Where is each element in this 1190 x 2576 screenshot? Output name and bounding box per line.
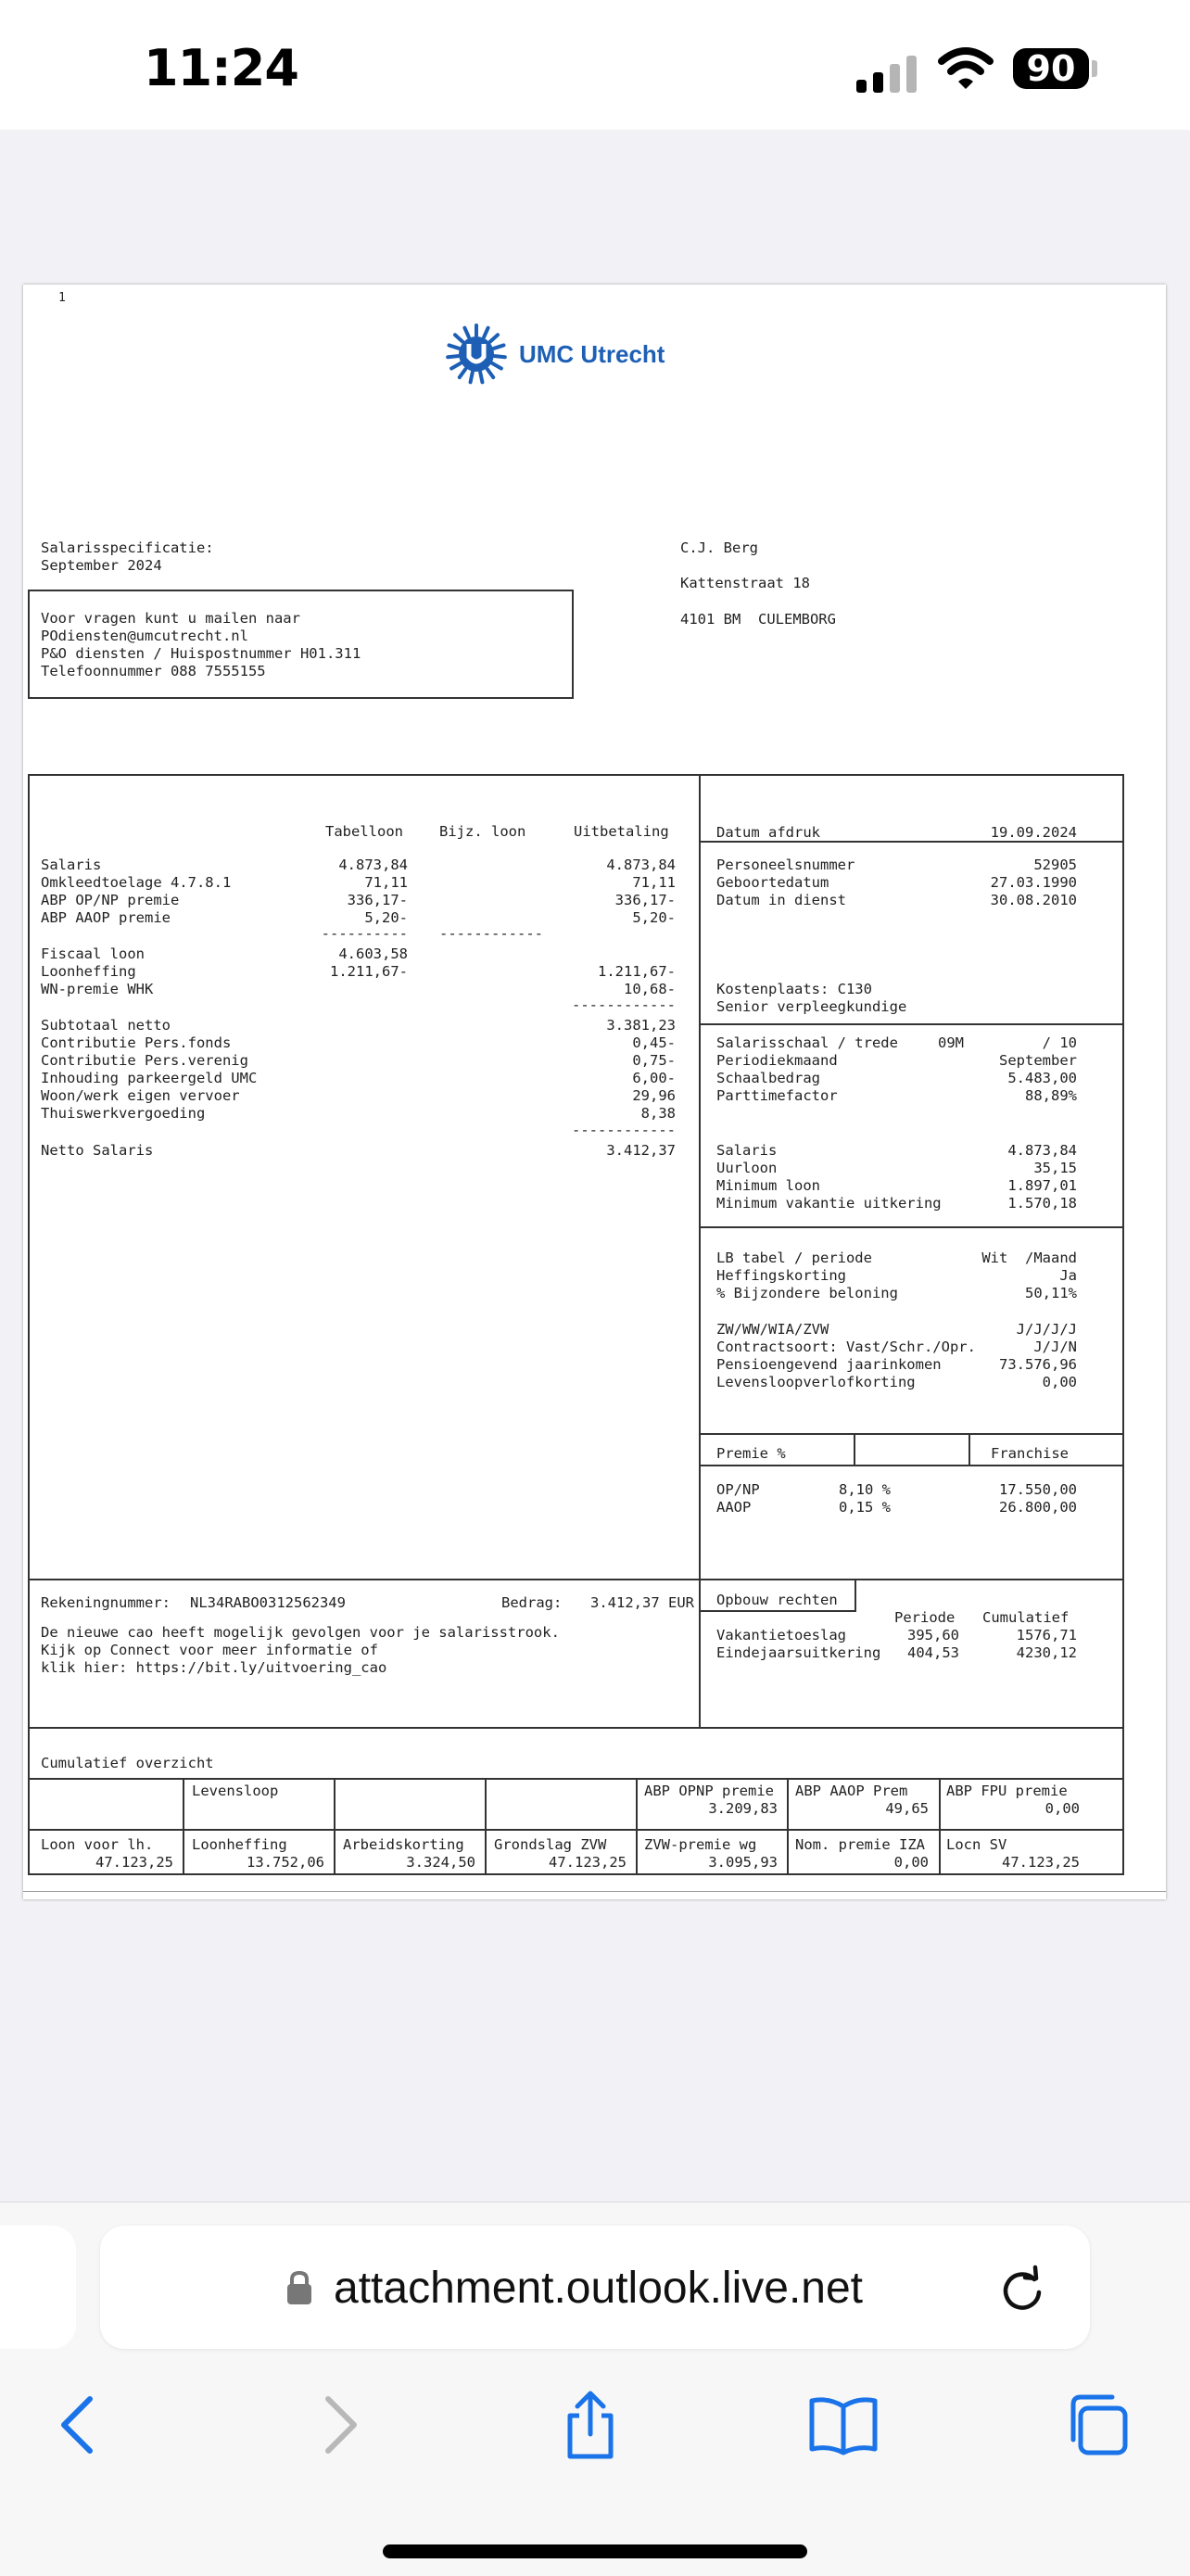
- info-value: 4.873,84: [1007, 1142, 1077, 1159]
- reload-icon[interactable]: [997, 2265, 1047, 2315]
- cum-label: Loonheffing: [192, 1836, 287, 1853]
- info-label: Geboortedatum: [716, 874, 829, 891]
- premie-header: Premie %: [716, 1445, 786, 1462]
- datum-afdruk-value: 19.09.2024: [990, 824, 1077, 841]
- info-value: Ja: [1059, 1267, 1077, 1284]
- divider: [28, 1727, 1124, 1729]
- row-uitbetaling: 8,38: [640, 1105, 676, 1122]
- divider: [699, 1023, 1124, 1025]
- cumulatief-title: Cumulatief overzicht: [41, 1755, 214, 1771]
- cum-label: ABP FPU premie: [946, 1783, 1068, 1799]
- info-label: ZW/WW/WIA/ZVW: [716, 1321, 829, 1338]
- logo-text: UMC Utrecht: [519, 340, 665, 368]
- row-label: Woon/werk eigen vervoer: [41, 1087, 240, 1104]
- cum-value: 0,00: [1044, 1800, 1080, 1817]
- info-label: Salaris: [716, 1142, 778, 1159]
- title-line2: September 2024: [41, 557, 162, 574]
- row-uitbetaling: 6,00-: [632, 1070, 676, 1086]
- address-name: C.J. Berg: [680, 539, 758, 556]
- divider: [939, 1778, 941, 1875]
- row-tabelloon: 336,17-: [347, 892, 408, 908]
- row-label: Loonheffing: [41, 963, 136, 980]
- cum-value: 47.123,25: [549, 1854, 627, 1871]
- separator-dashes: ------------: [439, 925, 543, 942]
- row-tabelloon: 4.603,58: [338, 945, 408, 962]
- divider: [28, 1778, 1124, 1780]
- contact-phone: Telefoonnummer 088 7555155: [41, 663, 266, 679]
- info-label: % Bijzondere beloning: [716, 1285, 898, 1301]
- info-value: 50,11%: [1025, 1285, 1077, 1301]
- divider: [28, 1829, 1124, 1831]
- page-number: 1: [58, 291, 66, 305]
- row-uitbetaling: 71,11: [632, 874, 676, 891]
- opbouw-periode: 404,53: [907, 1644, 959, 1661]
- bedrag-label: Bedrag:: [501, 1594, 563, 1611]
- row-uitbetaling: 10,68-: [624, 981, 676, 997]
- schaal-value: 09M: [938, 1034, 964, 1051]
- cum-value: 0,00: [893, 1854, 929, 1871]
- info-value: 88,89%: [1025, 1087, 1077, 1104]
- url-text[interactable]: attachment.outlook.live.net: [334, 2264, 864, 2313]
- forward-icon[interactable]: [302, 2388, 376, 2462]
- row-label: Subtotaal netto: [41, 1017, 171, 1034]
- row-tabelloon: 71,11: [364, 874, 408, 891]
- separator-dashes: ------------: [572, 1122, 676, 1138]
- contact-line: Voor vragen kunt u mailen naar: [41, 610, 300, 627]
- address-city: 4101 BM CULEMBORG: [680, 611, 836, 628]
- info-label: Minimum vakantie uitkering: [716, 1195, 942, 1212]
- info-label: Schaalbedrag: [716, 1070, 820, 1086]
- cum-label: Loon voor lh.: [41, 1836, 154, 1853]
- premie-franchise: 26.800,00: [999, 1499, 1077, 1516]
- address-street: Kattenstraat 18: [680, 575, 810, 591]
- info-label: Datum in dienst: [716, 892, 846, 908]
- kostenplaats: Kostenplaats: C130: [716, 981, 872, 997]
- divider: [699, 1226, 1124, 1228]
- divider: [334, 1778, 335, 1875]
- opbouw-row-label: Eindejaarsuitkering: [716, 1644, 881, 1661]
- info-value: 1.897,01: [1007, 1177, 1077, 1194]
- contact-email: POdiensten@umcutrecht.nl: [41, 628, 248, 644]
- status-bar: [0, 0, 1190, 130]
- premie-label: AAOP: [716, 1499, 752, 1516]
- header-tabelloon: Tabelloon: [325, 823, 403, 840]
- divider: [485, 1778, 487, 1875]
- address-bar[interactable]: [100, 2226, 1090, 2349]
- cum-label: ABP OPNP premie: [644, 1783, 774, 1799]
- info-label: Personeelsnummer: [716, 857, 855, 873]
- header-uitbetaling: Uitbetaling: [574, 823, 669, 840]
- lb-value: Wit /Maand: [981, 1250, 1077, 1266]
- cao-text: Kijk op Connect voor meer informatie of: [41, 1642, 378, 1658]
- browser-toolbar: [0, 2202, 1190, 2576]
- row-tabelloon: 1.211,67-: [330, 963, 408, 980]
- info-value: J/J/J/J: [1016, 1321, 1077, 1338]
- info-value: 73.576,96: [999, 1356, 1077, 1373]
- info-label: Uurloon: [716, 1160, 778, 1176]
- cum-label: ABP AAOP Prem: [795, 1783, 908, 1799]
- bookmarks-icon[interactable]: [806, 2388, 880, 2462]
- home-indicator[interactable]: [383, 2544, 807, 2558]
- header-bijz-loon: Bijz. loon: [439, 823, 526, 840]
- lock-icon: [285, 2270, 313, 2305]
- status-time: 11:24: [144, 39, 298, 97]
- info-value: J/J/N: [1033, 1339, 1077, 1355]
- lb-label: LB tabel / periode: [716, 1250, 872, 1266]
- row-label: WN-premie WHK: [41, 981, 154, 997]
- info-label: Pensioengevend jaarinkomen: [716, 1356, 942, 1373]
- cum-value: 3.095,93: [708, 1854, 778, 1871]
- datum-afdruk-label: Datum afdruk: [716, 824, 820, 841]
- divider: [28, 1579, 1124, 1580]
- row-uitbetaling: 3.412,37: [606, 1142, 676, 1159]
- cao-link[interactable]: klik hier: https://bit.ly/uitvoering_cao: [41, 1659, 387, 1676]
- info-value: 30.08.2010: [990, 892, 1077, 908]
- cao-text: De nieuwe cao heeft mogelijk gevolgen voor je salarisstrook.: [41, 1624, 560, 1641]
- row-label: Thuiswerkvergoeding: [41, 1105, 206, 1122]
- back-icon[interactable]: [42, 2388, 116, 2462]
- row-label: Omkleedtoelage 4.7.8.1: [41, 874, 232, 891]
- info-value: 1.570,18: [1007, 1195, 1077, 1212]
- info-value: 35,15: [1033, 1160, 1077, 1176]
- functie: Senior verpleegkundige: [716, 998, 907, 1015]
- cum-label: Locn SV: [946, 1836, 1007, 1853]
- share-icon[interactable]: [553, 2388, 627, 2462]
- row-label: Contributie Pers.fonds: [41, 1034, 232, 1051]
- info-label: Contractsoort: Vast/Schr./Opr.: [716, 1339, 976, 1355]
- title-line1: Salarisspecificatie:: [41, 539, 214, 556]
- row-tabelloon: 5,20-: [364, 909, 408, 926]
- row-label: Salaris: [41, 857, 102, 873]
- opbouw-periode: 395,60: [907, 1627, 959, 1643]
- cum-value: 47.123,25: [95, 1854, 173, 1871]
- trede-value: / 10: [1042, 1034, 1077, 1051]
- row-uitbetaling: 336,17-: [614, 892, 676, 908]
- cum-value: 13.752,06: [247, 1854, 324, 1871]
- row-label: Contributie Pers.verenig: [41, 1052, 248, 1069]
- info-value: 27.03.1990: [990, 874, 1077, 891]
- cum-value: 49,65: [885, 1800, 929, 1817]
- rekening-value: NL34RABO0312562349: [190, 1594, 346, 1611]
- cum-label: Nom. premie IZA: [795, 1836, 925, 1853]
- battery-indicator: 90: [1013, 48, 1089, 89]
- divider: [636, 1778, 638, 1875]
- battery-tip: [1092, 60, 1097, 77]
- cum-label: Grondslag ZVW: [494, 1836, 607, 1853]
- row-uitbetaling: 3.381,23: [606, 1017, 676, 1034]
- umc-logo-icon: [444, 322, 509, 387]
- row-label: Inhouding parkeergeld UMC: [41, 1070, 258, 1086]
- divider: [699, 1465, 1124, 1466]
- row-uitbetaling: 0,45-: [632, 1034, 676, 1051]
- opbouw-cumulatief: 4230,12: [1016, 1644, 1077, 1661]
- cum-value: 3.324,50: [406, 1854, 475, 1871]
- row-uitbetaling: 29,96: [632, 1087, 676, 1104]
- premie-label: OP/NP: [716, 1481, 760, 1498]
- cum-label: ZVW-premie wg: [644, 1836, 757, 1853]
- row-label: Netto Salaris: [41, 1142, 154, 1159]
- wifi-icon: [938, 44, 994, 91]
- contact-line: P&O diensten / Huispostnummer H01.311: [41, 645, 361, 662]
- previous-tab-preview[interactable]: [0, 2226, 76, 2349]
- tabs-icon[interactable]: [1058, 2388, 1133, 2462]
- page-bottom-rule: [23, 1891, 1166, 1892]
- row-uitbetaling: 4.873,84: [606, 857, 676, 873]
- separator-dashes: ----------: [321, 925, 408, 942]
- divider: [787, 1778, 789, 1875]
- separator-dashes: ------------: [572, 996, 676, 1013]
- info-label: Parttimefactor: [716, 1087, 838, 1104]
- cum-label: Levensloop: [192, 1783, 279, 1799]
- cum-value: 3.209,83: [708, 1800, 778, 1817]
- info-value: 0,00: [1042, 1374, 1077, 1390]
- cumulatief-header: Cumulatief: [982, 1609, 1070, 1626]
- premie-pct: 8,10 %: [839, 1481, 891, 1498]
- opbouw-label: Opbouw rechten: [716, 1592, 838, 1608]
- cellular-signal-icon: [856, 52, 919, 93]
- row-label: Fiscaal loon: [41, 945, 145, 962]
- opbouw-row-label: Vakantietoeslag: [716, 1627, 846, 1643]
- row-uitbetaling: 1.211,67-: [598, 963, 676, 980]
- divider: [183, 1778, 184, 1875]
- info-label: Levensloopverlofkorting: [716, 1374, 916, 1390]
- schaal-label: Salarisschaal / trede: [716, 1034, 898, 1051]
- opbouw-cumulatief: 1576,71: [1016, 1627, 1077, 1643]
- row-uitbetaling: 5,20-: [632, 909, 676, 926]
- premie-pct: 0,15 %: [839, 1499, 891, 1516]
- salary-document: [23, 285, 1166, 1899]
- premie-franchise: 17.550,00: [999, 1481, 1077, 1498]
- periode-header: Periode: [894, 1609, 956, 1626]
- bedrag-value: 3.412,37 EUR: [590, 1594, 694, 1611]
- info-value: 52905: [1033, 857, 1077, 873]
- rekening-label: Rekeningnummer:: [41, 1594, 171, 1611]
- cum-value: 47.123,25: [1002, 1854, 1080, 1871]
- info-value: 5.483,00: [1007, 1070, 1077, 1086]
- contact-box: [28, 590, 574, 699]
- row-label: ABP OP/NP premie: [41, 892, 180, 908]
- row-uitbetaling: 0,75-: [632, 1052, 676, 1069]
- cum-label: Arbeidskorting: [343, 1836, 464, 1853]
- info-label: Periodiekmaand: [716, 1052, 838, 1069]
- row-tabelloon: 4.873,84: [338, 857, 408, 873]
- info-value: September: [999, 1052, 1077, 1069]
- row-label: ABP AAOP premie: [41, 909, 171, 926]
- franchise-header: Franchise: [991, 1445, 1069, 1462]
- info-label: Minimum loon: [716, 1177, 820, 1194]
- info-label: Heffingskorting: [716, 1267, 846, 1284]
